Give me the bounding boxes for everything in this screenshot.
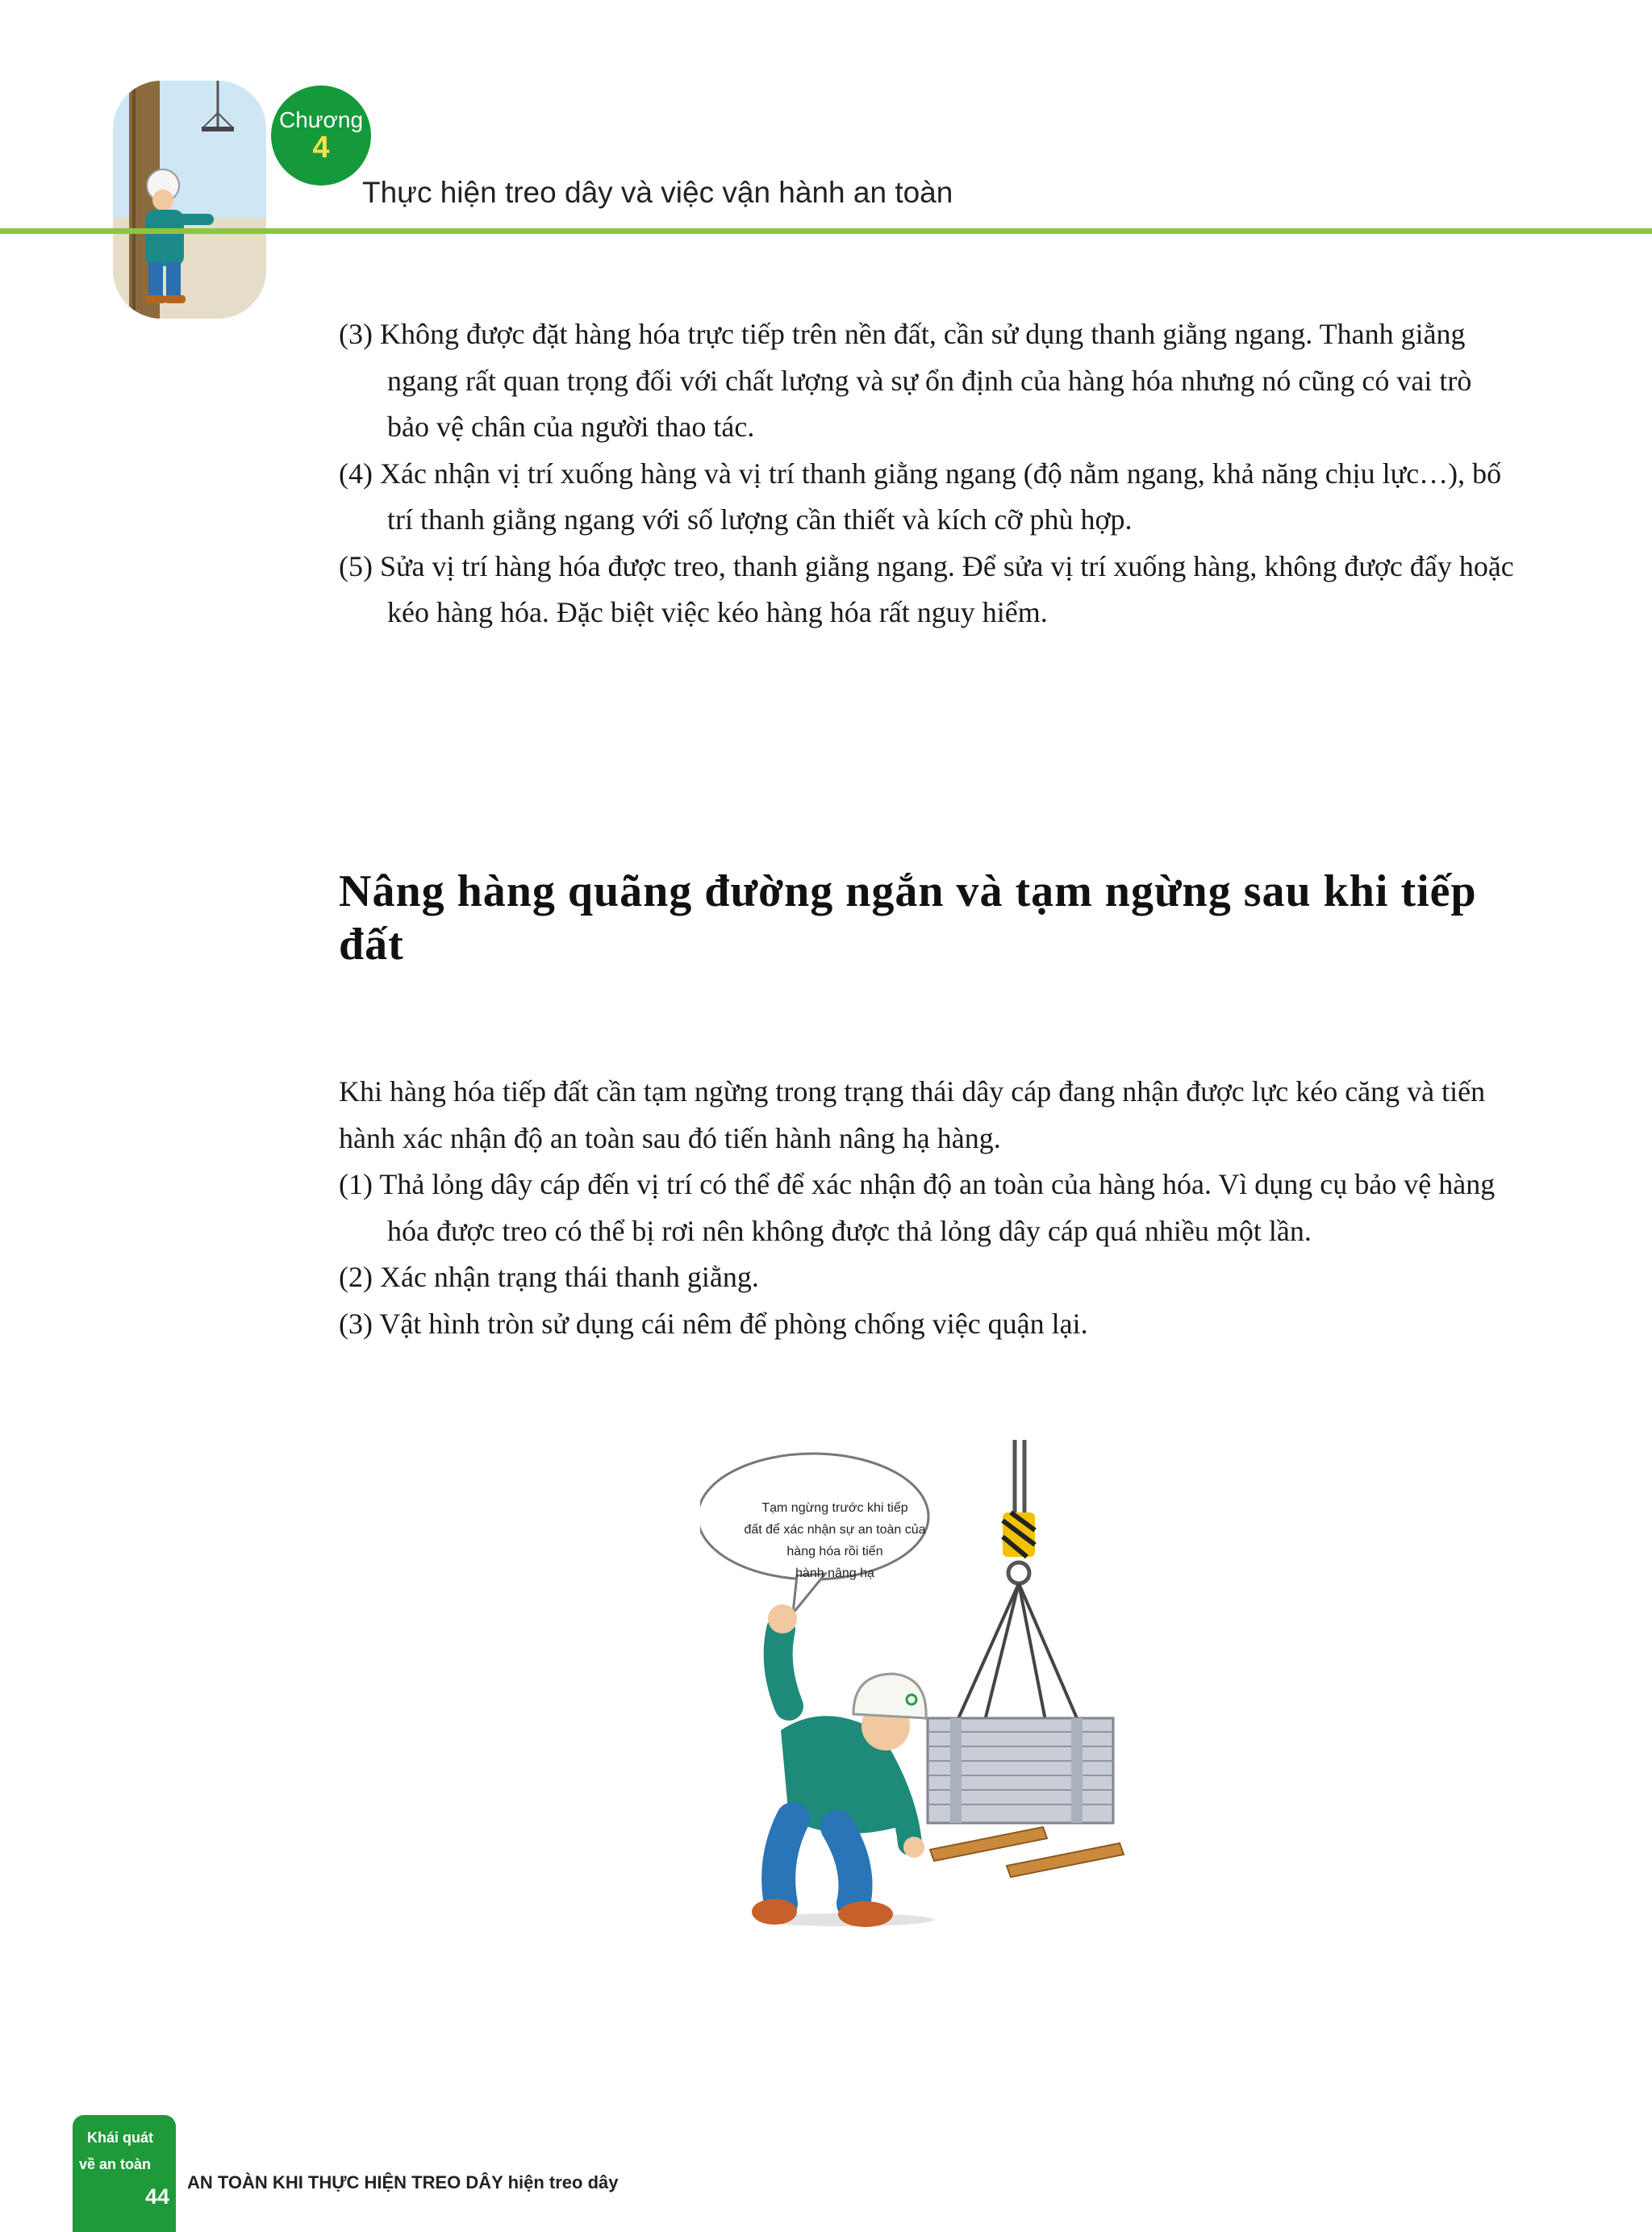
chapter-badge [271, 86, 371, 186]
list-item: (4) Xác nhận vị trí xuống hàng và vị trí thanh giằng ngang (độ nằm ngang, khả năng chịu lực…), bố trí thanh giằng ngang với số lượng cần thiết và kích cỡ phù hợp. [339, 457, 1502, 536]
speech-bubble-text [730, 1497, 940, 1584]
section-intro: Khi hàng hóa tiếp đất cần tạm ngừng trong trạng thái dây cáp đang nhận được lực kéo căng và tiến hành xác nhận độ an toàn sau đó tiến hành nâng hạ hàng. [339, 1075, 1486, 1154]
header-rule [0, 228, 1652, 234]
bubble-line: đất để xác nhận sự an toàn của [744, 1523, 926, 1537]
list-item: (5) Sửa vị trí hàng hóa được treo, thanh giằng ngang. Để sửa vị trí xuống hàng, không được đẩy hoặc kéo hàng hóa. Đặc biệt việc kéo hàng hóa rất nguy hiểm. [339, 549, 1514, 628]
hook-icon [1008, 1562, 1029, 1583]
list-block-1 [339, 311, 1516, 636]
suspended-load [928, 1718, 1113, 1823]
section-heading: Nâng hàng quãng đường ngắn và tạm ngừng sau khi tiếp đất [339, 866, 1477, 970]
footer-tab-line2: về an toàn [79, 2156, 152, 2172]
section-body [339, 1069, 1516, 1347]
footer-tab [73, 2115, 176, 2232]
list-item: (3) Vật hình tròn sử dụng cái nêm để phòng chống việc quận lại. [339, 1307, 1088, 1340]
list-item: (3) Không được đặt hàng hóa trực tiếp trên nền đất, cần sử dụng thanh giằng ngang. Thanh giằng ngang rất quan trọng đối với chất lượng và sự ổn định của hàng hóa nhưng nó cũng có vai trò bảo vệ chân của người thao tác. [339, 318, 1472, 443]
running-title: AN TOÀN KHI THỰC HIỆN TREO DÂY hiện treo dây [187, 2172, 619, 2192]
chapter-number: 4 [312, 131, 330, 165]
timber-beam [930, 1827, 1047, 1861]
bubble-line: Tạm ngừng trước khi tiếp [761, 1501, 908, 1515]
chapter-title: Thực hiện treo dây và việc vận hành an toàn [362, 176, 953, 209]
list-item: (1) Thả lỏng dây cáp đến vị trí có thể để xác nhận độ an toàn của hàng hóa. Vì dụng cụ bảo vệ hàng hóa được treo có thể bị rơi nên không được thả lỏng dây cáp quá nhiều một lần. [339, 1168, 1496, 1247]
chapter-illustration [113, 81, 266, 319]
list-item: (2) Xác nhận trạng thái thanh giằng. [339, 1261, 759, 1293]
timber-beam [1007, 1843, 1124, 1877]
page-number: 44 [144, 2184, 169, 2209]
worker-figure [752, 1604, 934, 1927]
bubble-line: hành nâng hạ [795, 1567, 874, 1580]
bubble-line: hàng hóa rồi tiến [786, 1545, 883, 1558]
chapter-label: Chương [278, 107, 364, 132]
footer-tab-line1: Khái quát [87, 2130, 154, 2146]
